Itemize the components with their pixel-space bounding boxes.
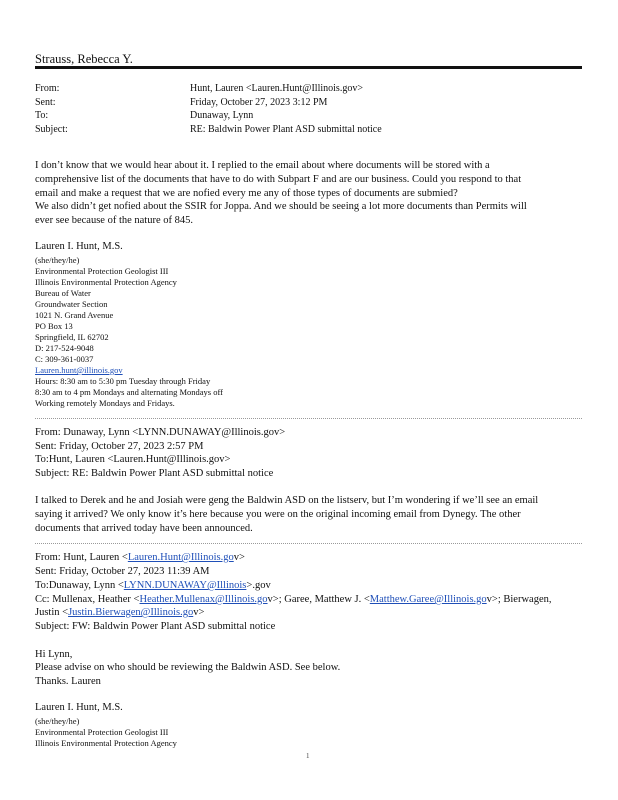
forward-cc [35, 593, 551, 607]
signature-agency: Illinois Environmental Protection Agency [35, 738, 177, 748]
signature-title: Environmental Protection Geologist III [35, 727, 169, 737]
forward-cc2-suffix: v> [193, 607, 205, 618]
forward-cc-continued [35, 606, 204, 620]
forward-body-line: saying it arrived? We only know it’s here because you were on the original incoming email from Dynegy. The other [35, 509, 521, 520]
forward-cc-mid: v>; Bierwagen, [486, 594, 552, 605]
signature-hours: Working remotely Mondays and Fridays. [35, 398, 175, 408]
signature-section: Groundwater Section [35, 299, 108, 309]
forward-cc-email-link[interactable]: Justin.Bierwagen@Illinois.go [68, 607, 194, 618]
sent-value: Friday, October 27, 2023 3:12 PM [190, 97, 328, 108]
subject-label: Subject: [35, 124, 68, 135]
body-line: comprehensive list of the documents that have to do with Subpart F and are our business. Could you respond to that [35, 174, 522, 185]
mailbox-owner-name: Strauss, Rebecca Y. [35, 52, 133, 66]
forward-body-line: Please advise on who should be reviewing the Baldwin ASD. See below. [35, 662, 341, 673]
to-value: Dunaway, Lynn [190, 110, 254, 121]
body-line: We also didn’t get nofied about the SSIR for Joppa. And we should be seeing a lot more documents than Permits will [35, 201, 527, 212]
forward-body-line: I talked to Derek and he and Josiah were geng the Baldwin ASD on the listserv, but I’m wondering if we’ll see an email [35, 495, 539, 506]
forward-sent: Sent: Friday, October 27, 2023 2:57 PM [35, 441, 204, 452]
forward-body-line: documents that arrived today have been announced. [35, 523, 253, 534]
forward-to [35, 579, 271, 593]
signature-name: Lauren I. Hunt, M.S. [35, 241, 123, 252]
signature-hours: Hours: 8:30 am to 5:30 pm Tuesday through Friday [35, 376, 211, 386]
signature-hours: 8:30 am to 4 pm Mondays and alternating Mondays off [35, 387, 223, 397]
forward-from-email-link[interactable]: Lauren.Hunt@Illinois.go [127, 552, 234, 563]
signature-pobox: PO Box 13 [35, 321, 73, 331]
sent-label: Sent: [35, 97, 56, 108]
message-separator [35, 543, 582, 544]
from-value: Hunt, Lauren <Lauren.Hunt@Illinois.gov> [190, 83, 363, 94]
to-label: To: [35, 110, 49, 121]
forward-cc-email-link[interactable]: Heather.Mullenax@Illinois.go [139, 594, 268, 605]
forward-subject: Subject: RE: Baldwin Power Plant ASD submittal notice [35, 468, 274, 479]
forward-to: To:Hunt, Lauren <Lauren.Hunt@Illinois.gov> [35, 454, 231, 465]
signature-title: Environmental Protection Geologist III [35, 266, 169, 276]
forward-cc-email-link[interactable]: Matthew.Garee@Illinois.go [369, 594, 487, 605]
forward-to-prefix: To:Dunaway, Lynn < [35, 580, 124, 591]
signature-city: Springfield, IL 62702 [35, 332, 109, 342]
forward-subject: Subject: FW: Baldwin Power Plant ASD submittal notice [35, 621, 276, 632]
forward-sent: Sent: Friday, October 27, 2023 11:39 AM [35, 566, 210, 577]
signature-street: 1021 N. Grand Avenue [35, 310, 114, 320]
forward-to-suffix: >.gov [246, 580, 271, 591]
forward-from-prefix: From: Hunt, Lauren < [35, 552, 128, 563]
forward-cc2-prefix: Justin < [35, 607, 69, 618]
signature-bureau: Bureau of Water [35, 288, 91, 298]
header-rule [35, 66, 582, 69]
signature-pronouns: (she/they/he) [35, 255, 80, 265]
signature-name: Lauren I. Hunt, M.S. [35, 702, 123, 713]
signature-phone-cell: C: 309-361-0037 [35, 354, 94, 364]
forward-cc-prefix: Cc: Mullenax, Heather < [35, 594, 140, 605]
body-line: I don’t know that we would hear about it. I replied to the email about where documents will be stored with a [35, 160, 490, 171]
forward-greeting: Hi Lynn, [35, 649, 73, 660]
subject-value: RE: Baldwin Power Plant ASD submittal notice [190, 124, 382, 135]
message-separator [35, 418, 582, 419]
from-label: From: [35, 83, 60, 94]
forward-to-email-link[interactable]: LYNN.DUNAWAY@Illinois [123, 580, 247, 591]
forward-from: From: Dunaway, Lynn <LYNN.DUNAWAY@Illinois.gov> [35, 427, 286, 438]
signature-email-link[interactable]: Lauren.hunt@illinois.gov [35, 365, 123, 375]
forward-cc-mid: v>; Garee, Matthew J. < [267, 594, 370, 605]
forward-from [35, 551, 245, 565]
signature-agency: Illinois Environmental Protection Agency [35, 277, 177, 287]
body-line: email and make a request that we are nofied every me any of those types of documents are submied? [35, 188, 458, 199]
body-line: ever see because of the nature of 845. [35, 215, 194, 226]
page-number: 1 [306, 752, 310, 760]
forward-body-line: Thanks. Lauren [35, 676, 101, 687]
signature-pronouns: (she/they/he) [35, 716, 80, 726]
signature-phone-direct: D: 217-524-9048 [35, 343, 94, 353]
forward-from-suffix: v> [233, 552, 245, 563]
